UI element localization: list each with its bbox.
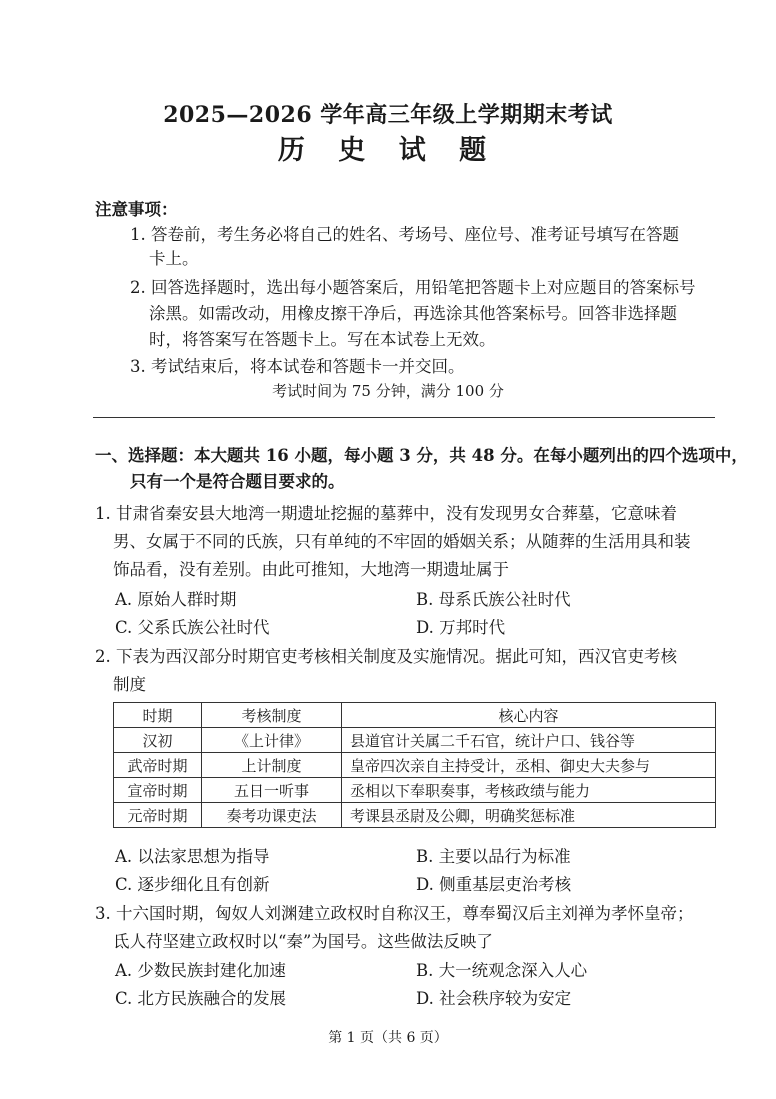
divider <box>93 417 715 418</box>
question-line: 男、女属于不同的氏族，只有单纯的不牢固的婚姻关系；从随葬的生活用具和装 <box>113 532 691 551</box>
question-line: 氐人苻坚建立政权时以“秦”为国号。这些做法反映了 <box>113 932 493 951</box>
table-cell: 上计制度 <box>202 753 342 778</box>
table-cell: 奏考功课吏法 <box>202 803 342 828</box>
table-cell: 考课县丞尉及公卿，明确奖惩标准 <box>342 803 716 828</box>
option-a[interactable]: A. 以法家思想为指导 <box>115 847 270 866</box>
notice-line: 时，将答案写在答题卡上。写在本试卷上无效。 <box>149 330 496 349</box>
option-d[interactable]: D. 侧重基层吏治考核 <box>416 875 572 894</box>
table-header-row <box>114 703 716 728</box>
table-cell: 宣帝时期 <box>114 778 202 803</box>
notice-line: 1. 答卷前，考生务必将自己的姓名、考场号、座位号、准考证号填写在答题 <box>130 225 679 244</box>
question-line: 2. 下表为西汉部分时期官吏考核相关制度及实施情况。据此可知，西汉官吏考核 <box>95 647 677 666</box>
table-row <box>114 753 716 778</box>
table-header: 核心内容 <box>342 703 716 728</box>
option-b[interactable]: B. 大一统观念深入人心 <box>416 961 588 980</box>
table-cell: 《上计律》 <box>202 728 342 753</box>
section-line: 一、选择题：本大题共 16 小题，每小题 3 分，共 48 分。在每小题列出的四个选项中， <box>95 446 748 465</box>
table-cell: 皇帝四次亲自主持受计，丞相、御史大夫参与 <box>342 753 716 778</box>
option-c[interactable]: C. 逐步细化且有创新 <box>115 875 270 894</box>
notice-line: 涂黑。如需改动，用橡皮擦干净后，再选涂其他答案标号。回答非选择题 <box>149 304 677 323</box>
table-cell: 汉初 <box>114 728 202 753</box>
option-c[interactable]: C. 北方民族融合的发展 <box>115 989 287 1008</box>
table-row <box>114 803 716 828</box>
table-row <box>114 778 716 803</box>
table-cell: 五日一听事 <box>202 778 342 803</box>
exam-subject: 历 史 试 题 <box>277 135 499 166</box>
option-c[interactable]: C. 父系氏族公社时代 <box>115 618 270 637</box>
table-header: 时期 <box>114 703 202 728</box>
option-b[interactable]: B. 母系氏族公社时代 <box>416 590 571 609</box>
option-a[interactable]: A. 少数民族封建化加速 <box>115 961 286 980</box>
notice-line: 卡上。 <box>149 249 199 268</box>
assessment-table <box>113 702 716 828</box>
page-number: 第 1 页（共 6 页） <box>328 1030 448 1046</box>
table-cell: 元帝时期 <box>114 803 202 828</box>
question-line: 饰品看，没有差别。由此可推知，大地湾一期遗址属于 <box>113 560 509 579</box>
exam-time-info: 考试时间为 75 分钟，满分 100 分 <box>272 382 504 400</box>
table-header: 考核制度 <box>202 703 342 728</box>
table-cell: 武帝时期 <box>114 753 202 778</box>
option-d[interactable]: D. 社会秩序较为安定 <box>416 989 572 1008</box>
option-b[interactable]: B. 主要以品行为标准 <box>416 847 571 866</box>
question-line: 3. 十六国时期，匈奴人刘渊建立政权时自称汉王，尊奉蜀汉后主刘禅为孝怀皇帝； <box>95 904 694 923</box>
question-line: 制度 <box>113 675 146 694</box>
table-cell: 丞相以下奉职奏事，考核政绩与能力 <box>342 778 716 803</box>
question-line: 1. 甘肃省秦安县大地湾一期遗址挖掘的墓葬中，没有发现男女合葬墓，它意味着 <box>95 504 677 523</box>
section-line: 只有一个是符合题目要求的。 <box>130 472 345 491</box>
exam-title: 2025—2026 学年高三年级上学期期末考试 <box>163 102 613 128</box>
option-d[interactable]: D. 万邦时代 <box>416 618 506 637</box>
table-row <box>114 728 716 753</box>
notice-line: 3. 考试结束后，将本试卷和答题卡一并交回。 <box>130 357 465 376</box>
option-a[interactable]: A. 原始人群时期 <box>115 590 237 609</box>
notice-line: 2. 回答选择题时，选出每小题答案后，用铅笔把答题卡上对应题目的答案标号 <box>130 278 696 297</box>
notice-heading: 注意事项： <box>95 200 178 219</box>
table-cell: 县道官计关属二千石官，统计户口、钱谷等 <box>342 728 716 753</box>
